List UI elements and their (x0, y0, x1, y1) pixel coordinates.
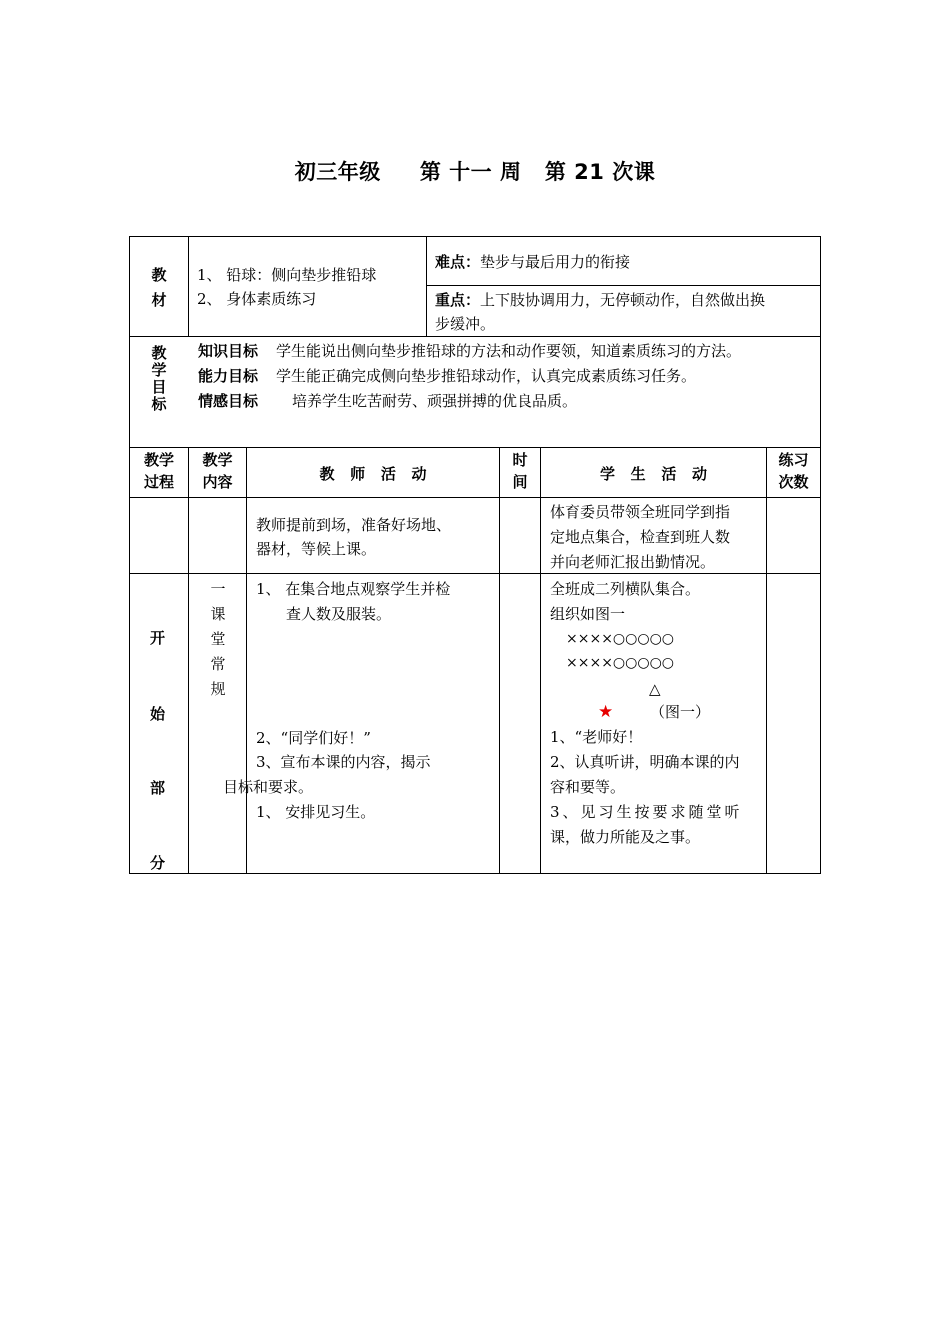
process-char-2: 始 (150, 705, 166, 723)
key-label: 重点： (435, 291, 481, 309)
process-char-1: 开 (150, 629, 166, 647)
pre-student-line-2: 定地点集合，检查到班人数 (550, 528, 731, 546)
star-icon: ★ (598, 702, 614, 722)
pre-student-line-3: 并向老师汇报出勤情况。 (550, 553, 716, 571)
difficulty-text: 垫步与最后用力的衔接 (480, 253, 631, 271)
student-line-7: 课，做力所能及之事。 (550, 828, 701, 846)
student-line-6: 3、见习生按要求随堂听 (550, 803, 743, 821)
header-time: 时 间 (512, 451, 528, 491)
process-char-4: 分 (150, 854, 166, 872)
key-point (435, 288, 765, 313)
student-line-5: 容和要等。 (550, 778, 626, 796)
difficulty-label: 难点： (435, 253, 481, 271)
header-content: 教学 内容 (202, 451, 233, 491)
student-line-3: 1、“老师好！ (550, 728, 643, 746)
formation-row-1: ××××○○○○○ (566, 631, 675, 647)
jiaocai-item-1: 1、 铅球：侧向垫步推铅球 (197, 266, 377, 284)
jiaocai-item-2: 2、 身体素质练习 (197, 290, 317, 308)
teacher-line-3: 2、“同学们好！” (256, 729, 371, 747)
pre-student-line-1: 体育委员带领全班同学到指 (550, 503, 731, 521)
header-teacher: 教 师 活 动 (319, 465, 427, 483)
teacher-line-1: 1、 在集合地点观察学生并检 (256, 580, 451, 598)
header-student: 学 生 活 动 (600, 465, 707, 483)
goal-emotion: 情感目标 培养学生吃苦耐劳、顽强拼搏的优良品质。 (198, 392, 578, 410)
goal-ability: 能力目标 学生能正确完成侧向垫步推铅球动作，认真完成素质练习任务。 (198, 367, 697, 385)
student-line-2: 组织如图一 (550, 605, 626, 623)
teacher-position-icon: △ (649, 680, 661, 698)
formation-row-2: ××××○○○○○ (566, 655, 675, 671)
pre-teacher-line-1: 教师提前到场，准备好场地、 (256, 516, 452, 534)
teacher-line-2: 查人数及服装。 (286, 605, 392, 623)
difficulty (435, 250, 630, 275)
teacher-line-4: 3、宣布本课的内容，揭示 (256, 753, 431, 771)
pre-teacher-line-2: 器材，等候上课。 (256, 540, 377, 558)
teacher-line-5: 目标和要求。 (223, 778, 314, 796)
header-process: 教学 过程 (143, 451, 174, 491)
header-count: 练习 次数 (778, 451, 809, 491)
teacher-line-6: 1、 安排见习生。 (256, 803, 376, 821)
figure-caption: （图一） (650, 703, 711, 721)
goals-label: 教 学 目 标 (151, 344, 167, 413)
goal-knowledge: 知识目标 学生能说出侧向垫步推铅球的方法和动作要领，知道素质练习的方法。 (198, 342, 742, 360)
jiaocai-label: 教 材 (151, 266, 167, 309)
process-char-3: 部 (150, 779, 166, 797)
student-line-1: 全班成二列横队集合。 (550, 580, 701, 598)
key-text: 上下肢协调用力，无停顿动作，自然做出换 (480, 291, 766, 309)
page-title: 初三年级 第 十一 周 第 21 次课 (294, 160, 656, 184)
key-text-continued: 步缓冲。 (435, 315, 496, 333)
content-routine: 一 课 堂 常 规 (210, 580, 226, 698)
student-line-4: 2、认真听讲，明确本课的内 (550, 753, 740, 771)
